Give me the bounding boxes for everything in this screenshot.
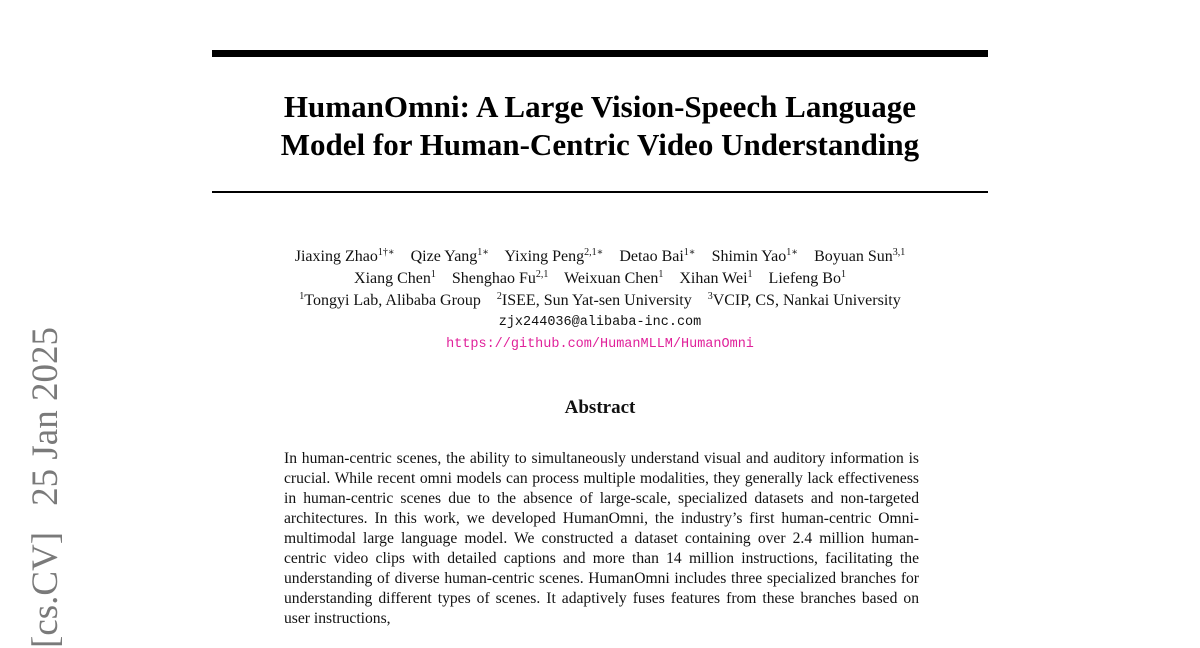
paper-title: [212, 88, 988, 164]
author-affiliation-mark: 1∗: [477, 247, 490, 258]
arxiv-sidebar-stamp: [24, 327, 68, 648]
author-affiliation-mark: 2,1∗: [584, 247, 604, 258]
author-name: Qize Yang: [410, 248, 478, 265]
paper-title-line-1: HumanOmni: A Large Vision-Speech Language: [283, 89, 917, 124]
affiliation-mark: 3: [707, 291, 713, 302]
paper-title-line-2: Model for Human-Centric Video Understanding: [280, 127, 920, 162]
title-bottom-rule: [212, 191, 988, 193]
arxiv-date: 25 Jan 2025: [25, 327, 66, 506]
author-name: Weixuan Chen: [564, 270, 659, 287]
author-affiliation-mark: 1†∗: [377, 247, 395, 258]
author-name: Shimin Yao: [711, 248, 787, 265]
author-line-2: [212, 268, 988, 290]
affiliation-line: [212, 290, 988, 312]
author-name: Detao Bai: [619, 248, 684, 265]
github-link[interactable]: https://github.com/HumanMLLM/HumanOmni: [446, 337, 754, 352]
author-name: Liefeng Bo: [768, 270, 841, 287]
author-affiliation-mark: 1∗: [683, 247, 696, 258]
affiliation-name: Tongyi Lab, Alibaba Group: [304, 292, 481, 309]
author-affiliation-mark: 3,1: [892, 247, 906, 258]
author-affiliation-mark: 1: [747, 269, 753, 280]
contact-email[interactable]: zjx244036@alibaba-inc.com: [498, 315, 702, 330]
author-block: [212, 246, 988, 356]
title-top-rule: [212, 50, 988, 57]
author-affiliation-mark: 1: [658, 269, 664, 280]
author-name: Shenghao Fu: [451, 270, 536, 287]
affiliation-mark: 2: [496, 291, 502, 302]
author-line-1: [212, 246, 988, 268]
author-name: Yixing Peng: [504, 248, 585, 265]
abstract-text: In human-centric scenes, the ability to simultaneously understand visual and auditory information is crucial. While recent omni models can process multiple modalities, they generally lack effectiveness in human-centric scenes due to the absence of large-scale, specialized datasets and non-targeted architectures. In this work, we developed HumanOmni, the industry’s first human-centric Omni-multimodal large language model. We constructed a dataset containing over 2.4 million human-centric video clips with detailed captions and more than 14 million instructions, facilitating the understanding of diverse human-centric scenes. HumanOmni includes three specialized branches for understanding different types of scenes. It adaptively fuses features from these branches based on user instructions,: [284, 450, 919, 627]
affiliation-mark: 1: [299, 291, 305, 302]
author-affiliation-mark: 2,1: [535, 269, 549, 280]
author-affiliation-mark: 1: [840, 269, 846, 280]
author-name: Jiaxing Zhao: [294, 248, 378, 265]
abstract-heading: Abstract: [564, 397, 636, 418]
author-affiliation-mark: 1: [430, 269, 436, 280]
arxiv-category: [cs.CV]: [25, 531, 66, 648]
affiliation-name: VCIP, CS, Nankai University: [712, 292, 901, 309]
affiliation-name: ISEE, Sun Yat-sen University: [501, 292, 692, 309]
author-name: Xihan Wei: [679, 270, 748, 287]
author-affiliation-mark: 1∗: [786, 247, 799, 258]
author-name: Boyuan Sun: [814, 248, 893, 265]
author-name: Xiang Chen: [354, 270, 431, 287]
